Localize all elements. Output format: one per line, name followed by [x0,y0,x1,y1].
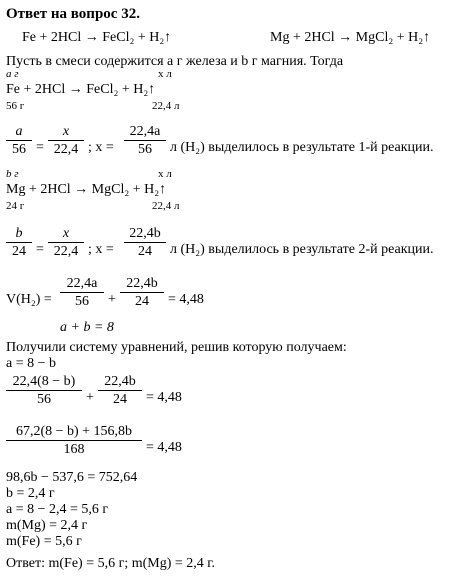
r2-above-right: x л [158,168,172,180]
a-expression: a = 8 − b [6,356,57,371]
r2-fraction-b: b 24 [6,226,32,259]
intro-text: Пусть в смеси содержится a г железа и b г магния. Тогда [6,54,344,69]
r1-below-right: 22,4 л [152,100,180,112]
reaction-mg-header: Mg + 2HCl → MgCl₂ + H₂↑ [270,30,431,45]
page-title: Ответ на вопрос 32. [6,6,140,22]
r2-below-left: 24 г [6,200,25,212]
step-line: b = 2,4 г [6,486,55,501]
sum-equation: a + b = 8 [60,320,114,335]
r1-tail-text: л (H₂) выделилось в результате 1-й реакции. [170,140,434,155]
r1-above-left: a г [6,68,19,80]
volume-fraction-b: 22,4b 24 [120,276,164,309]
r2-equation: Mg + 2HCl → MgCl₂ + H₂↑ [6,182,167,197]
r1-above-right: x л [158,68,172,80]
r2-fraction-x: x 22,4 [48,226,84,259]
volume-fraction-a: 22,4a 56 [60,276,104,309]
r2-tail-text: л (H₂) выделилось в результате 2-й реакции. [170,242,434,257]
r1-fraction-x: x 22,4 [48,124,84,157]
eq4-fraction: 67,2(8 − b) + 156,8b 168 [6,424,142,457]
reaction-fe-header: Fe + 2HCl → FeCl₂ + H₂↑ [22,30,172,45]
step-line: a = 8 − 2,4 = 5,6 г [6,502,109,517]
r2-x-eq: ; x = [88,242,114,257]
step-line: 98,6b − 537,6 = 752,64 [6,470,138,485]
volume-lhs: V(H₂) = [6,292,52,307]
eq3-fraction-2: 22,4b 24 [98,374,142,407]
r2-fraction-result: 22,4b 24 [124,226,166,259]
r2-below-right: 22,4 л [152,200,180,212]
r1-fraction-a: a 56 [6,124,32,157]
step-line: m(Mg) = 2,4 г [6,518,88,533]
r1-below-left: 56 г [6,100,25,112]
eq3-rhs: = 4,48 [146,390,182,405]
answer-line: Ответ: m(Fe) = 5,6 г; m(Mg) = 2,4 г. [6,556,215,571]
system-text: Получили систему уравнений, решив которую получаем: [6,340,347,355]
r1-x-eq: ; x = [88,140,114,155]
eq3-plus: + [86,390,94,405]
volume-plus: + [108,292,116,307]
step-line: m(Fe) = 5,6 г [6,534,82,549]
eq4-rhs: = 4,48 [146,440,182,455]
eq3-fraction-1: 22,4(8 − b) 56 [6,374,82,407]
r1-equation: Fe + 2HCl → FeCl₂ + H₂↑ [6,82,156,97]
r1-fraction-result: 22,4a 56 [124,124,166,157]
volume-rhs: = 4,48 [168,292,204,307]
r2-above-left: b г [6,168,19,180]
